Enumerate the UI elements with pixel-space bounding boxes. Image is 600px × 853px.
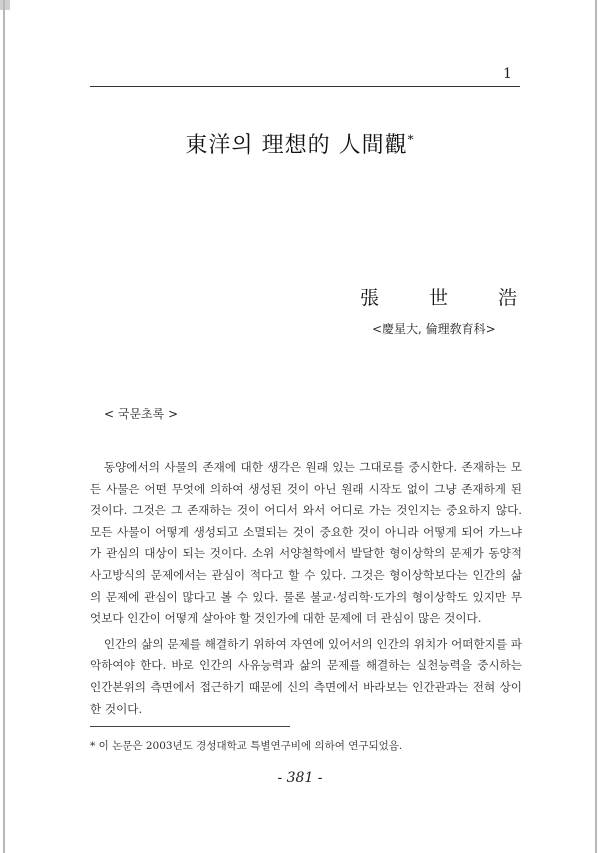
author-name: 張 世 浩: [360, 287, 540, 309]
page-corner: [0, 0, 10, 10]
header-rule: [90, 86, 520, 87]
abstract-paragraph: 동양에서의 사물의 존재에 대한 생각은 원래 있는 그대로를 중시한다. 존재하는 모든 사물은 어떤 무엇에 의하여 생성된 것이 아닌 원래 시작도 없이 그냥 존재하게 된 것이다. 그것은 그 존재하는 것이 어디서 와서 어디로 가는 것인지는 중요하지 않다. 모든 사물이 어떻게 생성되고 소멸되는 것이 중요한 것이 아니라 어떻게 되어 가느냐가 관심의 대상이 되는 것이다. 소위 서양철학에서 발달한 형이상학의 문제가 동양적 사고방식의 문제에서는 관심이 적다고 할 수 있다. 그것은 형이상학보다는 인간의 삶의 문제에 관심이 많다고 볼 수 있다. 물론 불교·성리학·도가의 형이상학도 있지만 무엇보다 인간이 어떻게 살아야 할 것인가에 대한 문제에 더 관심이 많은 것이다.: [90, 460, 522, 626]
page-number: - 381 -: [277, 770, 323, 786]
abstract-paragraph: 인간의 삶의 문제를 해결하기 위하여 자연에 있어서의 인간의 위치가 어떠한지를 파악하여야 한다. 바로 인간의 사유능력과 삶의 문제를 해결하는 실천능력을 중시하는 인간본위의 측면에서 접근하기 때문에 신의 측면에서 바라보는 인간관과는 전혀 상이한 것이다.: [90, 636, 522, 716]
author-affiliation: <慶星大, 倫理敎育科>: [372, 322, 496, 336]
footnote-rule: [90, 726, 290, 727]
abstract-body: [90, 457, 522, 724]
paper-title: [0, 128, 600, 159]
chapter-number: 1: [503, 66, 512, 82]
abstract-heading: < 국문초록 >: [104, 407, 179, 421]
paper-title-text: 東洋의 理想的 人間觀: [185, 133, 408, 158]
title-footnote-mark: *: [407, 132, 415, 147]
footnote: * 이 논문은 2003년도 경성대학교 특별연구비에 의하여 연구되었음.: [90, 740, 403, 752]
